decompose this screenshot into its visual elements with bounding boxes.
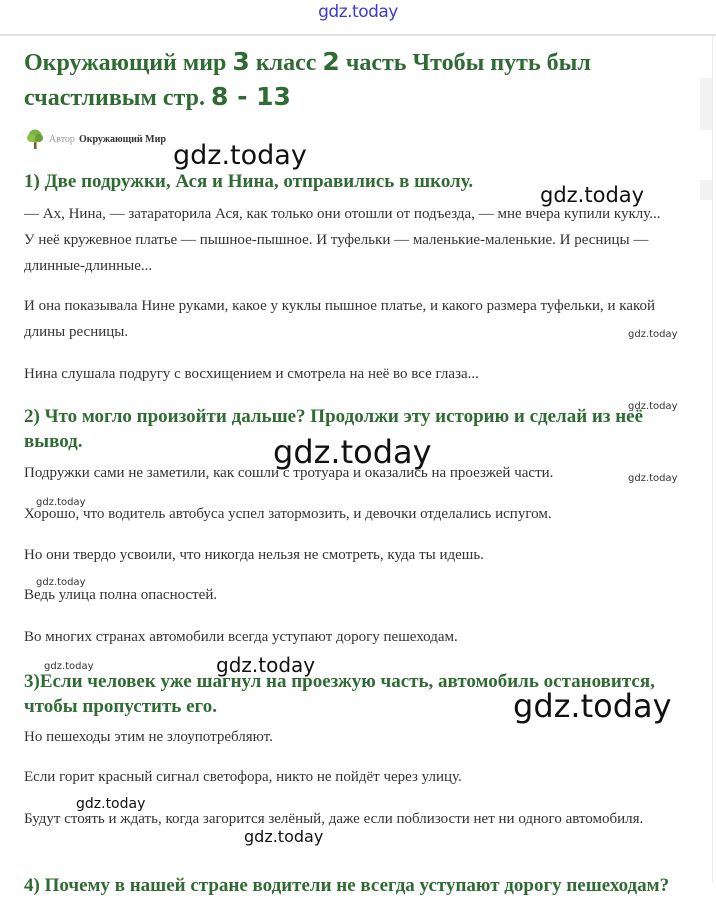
title-pages: 8 - 13	[210, 82, 291, 111]
paragraph: Хорошо, что водитель автобуса успел затормозить, и девочки отделались испугом.	[24, 506, 552, 522]
sidebar-block	[700, 78, 712, 130]
section-heading: 4) Почему в нашей стране водители не всегда уступают дорогу пешеходам?	[24, 875, 670, 896]
title-grade: 3	[232, 47, 250, 76]
sidebar-edge	[712, 36, 713, 883]
section-heading: 2) Что могло произойти дальше? Продолжи эту историю и сделай из неё вывод.	[24, 406, 644, 452]
section-heading: 3)Если человек уже шагнул на проезжую часть, автомобиль остановится, чтобы пропустить его.	[24, 671, 655, 717]
title-part: класс	[249, 50, 323, 76]
watermark: gdz.today	[44, 661, 94, 672]
watermark: gdz.today	[244, 827, 324, 846]
section-heading: 1) Две подружки, Ася и Нина, отправились в школу.	[24, 171, 474, 192]
watermark: gdz.today	[173, 140, 307, 171]
page-title	[24, 45, 674, 115]
title-part: Окружающий мир	[24, 50, 233, 76]
paragraph: Нина слушала подругу с восхищением и смотрела на неё во все глаза...	[24, 366, 479, 382]
title-part: часть Чтобы путь был счастливым стр.	[24, 50, 591, 111]
paragraph: Во многих странах автомобили всегда уступают дорогу пешеходам.	[24, 629, 458, 645]
watermark: gdz.today	[540, 183, 645, 207]
watermark: gdz.today	[628, 401, 678, 412]
paragraph: — Ах, Нина, — затараторила Ася, как только они отошли от подъезда, — мне вчера купили куклу... У неё кружевное платье — пышное-пышное. И туфельки — маленькие-маленькие. И ресницы — длинные-длинные...	[24, 206, 661, 274]
author-label: Автор	[49, 133, 75, 145]
paragraph: Если горит красный сигнал светофора, никто не пойдёт через улицу.	[24, 769, 462, 785]
header-divider	[0, 34, 716, 36]
author-name[interactable]: Окружающий Мир	[78, 133, 166, 145]
paragraph: Но пешеходы этим не злоупотребляют.	[24, 729, 273, 745]
paragraph: Будут стоять и ждать, когда загорится зелёный, даже если поблизости нет ни одного автомобиля.	[24, 811, 644, 827]
watermark: gdz.today	[273, 433, 432, 471]
watermark: gdz.today	[513, 687, 672, 725]
watermark: gdz.today	[628, 329, 678, 340]
title-part-number: 2	[322, 47, 340, 76]
watermark: gdz.today	[36, 577, 86, 588]
paragraph: Подружки сами не заметили, как сошли с тротуара и оказались на проезжей части.	[24, 465, 554, 481]
paragraph: Ведь улица полна опасностей.	[24, 587, 218, 603]
watermark: gdz.today	[628, 473, 678, 484]
watermark: gdz.today	[76, 796, 146, 812]
tree-icon	[24, 128, 46, 150]
watermark: gdz.today	[36, 497, 86, 508]
next-section-heading-cut	[24, 870, 670, 896]
paragraph: Но они твердо усвоили, что никогда нельзя не смотреть, куда ты идешь.	[24, 547, 484, 563]
watermark: gdz.today	[216, 653, 316, 677]
sidebar-block	[700, 180, 712, 200]
author-line	[24, 128, 166, 150]
site-logo[interactable]: gdz.today	[318, 2, 398, 22]
paragraph: И она показывала Нине руками, какое у куклы пышное платье, и какого размера туфельки, и какой длины ресницы.	[24, 298, 656, 340]
